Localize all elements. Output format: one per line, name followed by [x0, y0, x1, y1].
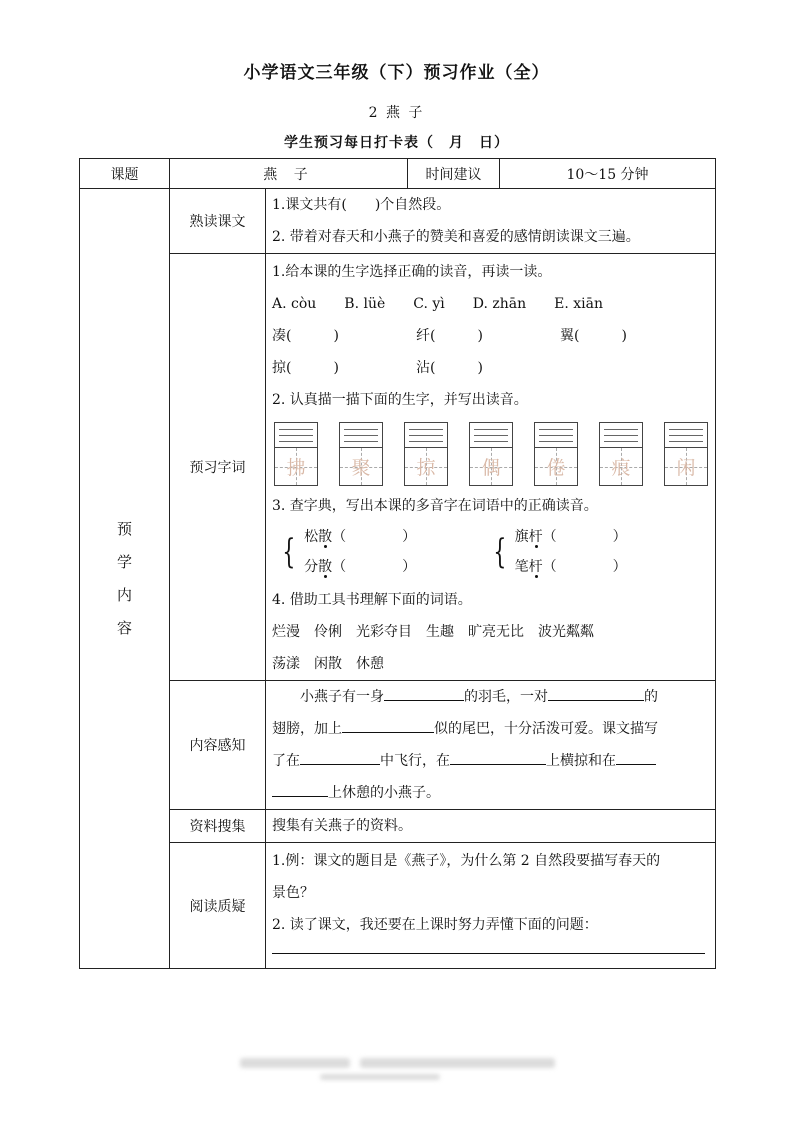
polyphone-block [266, 522, 715, 584]
question-content [266, 843, 716, 969]
trace-char: 闲 [676, 457, 696, 479]
polyphone-item: 分散（ ） [304, 559, 417, 575]
time-value: 10～15 分钟 [500, 159, 716, 189]
fill-blank [272, 782, 328, 797]
trace-box [404, 422, 448, 486]
page-title: 小学语文三年级（下）预习作业（全） [243, 63, 550, 83]
fill-blank [300, 750, 380, 765]
pinyin-rule-line [604, 429, 638, 430]
footer-watermark [320, 1074, 440, 1080]
pinyin-rule-line [604, 441, 638, 442]
char-item: 凑( ) [272, 328, 339, 344]
pinyin-rule-line [669, 429, 703, 430]
content-label: 内容感知 [170, 681, 266, 810]
pinyin-rule-line [539, 429, 573, 430]
read-content [266, 189, 716, 254]
fill-blank [548, 686, 644, 701]
vocab-line-2: 荡漾 闲散 休憩 [272, 656, 384, 672]
read-label: 熟读课文 [170, 189, 266, 254]
words-q2: 2. 认真描一描下面的生字，并写出读音。 [272, 392, 528, 408]
pinyin-rule-line [669, 441, 703, 442]
content-text: 的羽毛，一对 [464, 689, 548, 705]
lesson-title: 2 燕 子 [368, 105, 425, 121]
question-line-3: 2. 读了课文，我还要在上课时努力弄懂下面的问题： [272, 917, 598, 933]
pinyin-rule-line [344, 441, 378, 442]
pinyin-rule-line [279, 441, 313, 442]
pinyin-rule-line [474, 441, 508, 442]
words-q1: 1.给本课的生字选择正确的读音，再读一读。 [272, 264, 552, 280]
research-label: 资料搜集 [170, 810, 266, 843]
char-item: 翼( ) [560, 328, 627, 344]
brace-right: { [492, 532, 506, 572]
trace-grid [266, 422, 715, 486]
pinyin-rule-line [279, 435, 313, 436]
pinyin-rule-line [344, 435, 378, 436]
fill-blank [342, 718, 434, 733]
polyphone-item: 松散（ ） [304, 529, 417, 545]
question-line-1: 1.例：课文的题目是《燕子》，为什么第 2 自然段要描写春天的 [272, 853, 661, 869]
polyphone-right [515, 522, 627, 582]
pinyin-rule-line [604, 435, 638, 436]
content-text: 上横掠和在 [546, 753, 616, 769]
research-text: 搜集有关燕子的资料。 [272, 818, 412, 834]
research-content [266, 810, 716, 843]
topic-value: 燕 子 [170, 159, 408, 189]
trace-char: 掠 [416, 457, 436, 479]
words-q4: 4. 借助工具书理解下面的词语。 [272, 592, 472, 608]
content-text: 小燕子有一身 [300, 689, 384, 705]
trace-box [339, 422, 383, 486]
brace-left: { [282, 532, 296, 572]
words-label: 预习字词 [170, 254, 266, 681]
content-text: 了在 [272, 753, 300, 769]
topic-header: 课题 [80, 159, 170, 189]
fill-blank [616, 750, 656, 765]
pinyin-rule-line [474, 435, 508, 436]
pinyin-rule-line [669, 435, 703, 436]
trace-char: 倦 [546, 457, 566, 479]
pinyin-rule-line [474, 429, 508, 430]
words-q3: 3. 查字典，写出本课的多音字在词语中的正确读音。 [272, 498, 598, 514]
pinyin-rule-line [409, 441, 443, 442]
char-item: 沾( ) [416, 360, 483, 376]
pinyin-rule-line [344, 429, 378, 430]
preview-table [79, 158, 716, 969]
polyphone-item: 旗杆（ ） [514, 529, 627, 545]
footer-watermark [240, 1058, 350, 1068]
words-content [266, 254, 716, 681]
char-item: 纤( ) [416, 328, 483, 344]
trace-box [664, 422, 708, 486]
trace-box [469, 422, 513, 486]
vocab-line-1: 烂漫 伶俐 光彩夺目 生趣 旷亮无比 波光粼粼 [272, 624, 594, 640]
content-body [266, 681, 716, 810]
chars-row-1 [266, 320, 715, 352]
polyphone-left [304, 522, 484, 582]
fill-blank [384, 686, 464, 701]
trace-box [534, 422, 578, 486]
question-line-2: 景色？ [272, 885, 314, 901]
content-text: 似的尾巴，十分活泼可爱。课文描写 [434, 721, 658, 737]
trace-box [274, 422, 318, 486]
pinyin-rule-line [539, 441, 573, 442]
trace-char: 拂 [286, 457, 306, 479]
side-label: 预 学 内 容 [80, 189, 170, 969]
read-line-2: 2. 带着对春天和小燕子的赞美和喜爱的感情朗读课文三遍。 [272, 229, 640, 245]
pinyin-rule-line [409, 429, 443, 430]
pinyin-rule-line [539, 435, 573, 436]
content-text: 上休憩的小燕子。 [328, 785, 440, 801]
polyphone-item: 笔杆（ ） [514, 559, 627, 575]
trace-char: 聚 [351, 457, 371, 479]
chars-row-2 [266, 352, 715, 384]
trace-char: 偶 [481, 457, 501, 479]
pinyin-rule-line [279, 429, 313, 430]
pinyin-rule-line [409, 435, 443, 436]
fill-blank [450, 750, 546, 765]
content-text: 翅膀，加上 [272, 721, 342, 737]
footer-watermark [360, 1058, 555, 1068]
trace-box [599, 422, 643, 486]
trace-char: 痕 [611, 457, 631, 479]
content-text: 中飞行，在 [380, 753, 450, 769]
time-label: 时间建议 [408, 159, 500, 189]
content-text: 的 [644, 689, 658, 705]
checkin-title: 学生预习每日打卡表（ 月 日） [284, 135, 509, 151]
char-item: 掠( ) [272, 360, 339, 376]
words-options: A. còu B. lüè C. yì D. zhān E. xiān [272, 296, 604, 312]
answer-line [272, 949, 705, 954]
read-line-1: 1.课文共有( )个自然段。 [272, 197, 451, 213]
question-label: 阅读质疑 [170, 843, 266, 969]
